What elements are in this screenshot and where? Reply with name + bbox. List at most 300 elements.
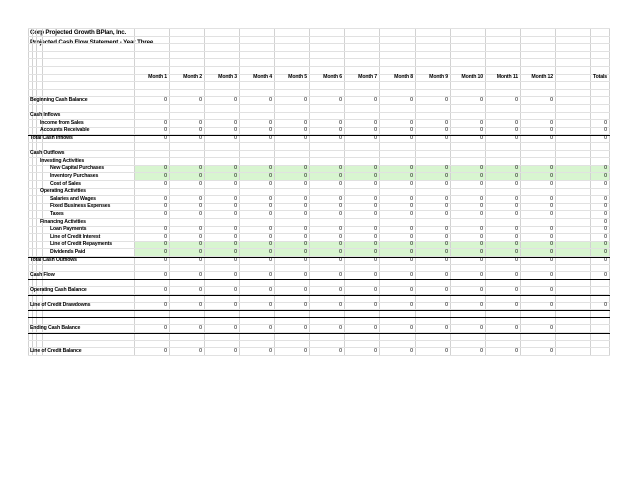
- value-cell: 0: [410, 249, 413, 255]
- value-cell: 0: [304, 97, 307, 103]
- grid-column-line: [609, 28, 610, 355]
- value-cell: 0: [374, 180, 377, 187]
- row-label: Line of Credit Drawdowns: [30, 302, 91, 309]
- value-cell: 0: [480, 241, 483, 248]
- value-cell: 0: [480, 233, 483, 240]
- value-cell: 0: [374, 203, 377, 210]
- value-cell: 0: [234, 119, 237, 126]
- row-label: Dividends Paid: [50, 249, 86, 255]
- value-cell: 0: [410, 226, 413, 233]
- value-cell: 0: [269, 173, 272, 179]
- value-cell: 0: [515, 135, 518, 141]
- column-header: Month 11: [496, 74, 518, 81]
- value-cell: 0: [480, 271, 483, 278]
- column-header: Month 2: [183, 74, 202, 81]
- value-cell: 0: [604, 211, 607, 217]
- value-cell: 0: [199, 256, 202, 263]
- value-cell: 0: [269, 233, 272, 240]
- grid-row-line: [28, 66, 610, 67]
- value-cell: 0: [550, 249, 553, 255]
- value-cell: 0: [445, 203, 448, 210]
- value-cell: 0: [234, 135, 237, 141]
- value-cell: 0: [604, 256, 607, 263]
- value-cell: 0: [269, 241, 272, 248]
- value-cell: 0: [269, 180, 272, 187]
- value-cell: 0: [269, 226, 272, 233]
- value-cell: 0: [374, 287, 377, 293]
- value-cell: 0: [374, 173, 377, 179]
- value-cell: 0: [234, 127, 237, 134]
- row-label: Financing Activities: [40, 218, 86, 225]
- value-cell: 0: [164, 226, 167, 233]
- value-cell: 0: [550, 302, 553, 309]
- row-label: Ending Cash Balance: [30, 325, 81, 331]
- value-cell: 0: [269, 127, 272, 134]
- value-cell: 0: [269, 97, 272, 103]
- value-cell: 0: [374, 256, 377, 263]
- value-cell: 0: [515, 233, 518, 240]
- grid-row-line: [28, 89, 610, 90]
- value-cell: 0: [515, 287, 518, 293]
- row-label: New Capital Purchases: [50, 165, 104, 172]
- value-cell: 0: [550, 256, 553, 263]
- value-cell: 0: [269, 203, 272, 210]
- total-rule: [28, 279, 610, 280]
- grid-row-line: [28, 36, 610, 37]
- value-cell: 0: [269, 165, 272, 172]
- value-cell: 0: [604, 180, 607, 187]
- value-cell: 0: [304, 127, 307, 134]
- grid-row-line: [28, 81, 610, 82]
- value-cell: 0: [199, 135, 202, 141]
- row-label: Operating Activities: [40, 188, 86, 195]
- value-cell: 0: [374, 302, 377, 309]
- value-cell: 0: [480, 302, 483, 309]
- value-cell: 0: [164, 203, 167, 210]
- value-cell: 0: [515, 195, 518, 202]
- value-cell: 0: [410, 173, 413, 179]
- value-cell: 0: [234, 256, 237, 263]
- value-cell: 0: [480, 195, 483, 202]
- value-cell: 0: [550, 325, 553, 331]
- value-cell: 0: [515, 256, 518, 263]
- value-cell: 0: [410, 203, 413, 210]
- value-cell: 0: [304, 203, 307, 210]
- value-cell: 0: [374, 226, 377, 233]
- value-cell: 0: [339, 287, 342, 293]
- value-cell: 0: [445, 127, 448, 134]
- value-cell: 0: [339, 119, 342, 126]
- value-cell: 0: [515, 119, 518, 126]
- value-cell: 0: [234, 325, 237, 331]
- grid-column-line: [28, 28, 29, 355]
- value-cell: 0: [234, 241, 237, 248]
- value-cell: 0: [374, 249, 377, 255]
- value-cell: 0: [550, 173, 553, 179]
- value-cell: 0: [339, 347, 342, 354]
- value-cell: 0: [164, 135, 167, 141]
- row-label: Line of Credit Balance: [30, 347, 82, 354]
- value-cell: 0: [304, 195, 307, 202]
- value-cell: 0: [339, 271, 342, 278]
- value-cell: 0: [515, 203, 518, 210]
- value-cell: 0: [269, 119, 272, 126]
- value-cell: 0: [515, 211, 518, 217]
- value-cell: 0: [480, 249, 483, 255]
- row-label: Accounts Receivable: [40, 127, 90, 134]
- value-cell: 0: [445, 347, 448, 354]
- value-cell: 0: [199, 347, 202, 354]
- value-cell: 0: [604, 241, 607, 248]
- grid-row-line: [28, 28, 610, 29]
- value-cell: 0: [269, 302, 272, 309]
- value-cell: 0: [304, 249, 307, 255]
- row-label: Operating Cash Balance: [30, 287, 87, 293]
- value-cell: 0: [480, 119, 483, 126]
- sheet-title: Corp Projected Growth BPlan, Inc.: [30, 29, 127, 36]
- value-cell: 0: [234, 271, 237, 278]
- value-cell: 0: [234, 347, 237, 354]
- row-label: Line of Credit Interest: [50, 233, 101, 240]
- value-cell: 0: [550, 127, 553, 134]
- value-cell: 0: [480, 256, 483, 263]
- value-cell: 0: [199, 271, 202, 278]
- value-cell: 0: [269, 195, 272, 202]
- value-cell: 0: [550, 195, 553, 202]
- value-cell: 0: [374, 211, 377, 217]
- value-cell: 0: [604, 173, 607, 179]
- value-cell: 0: [445, 325, 448, 331]
- value-cell: 0: [604, 135, 607, 141]
- column-header: Month 10: [461, 74, 483, 81]
- value-cell: 0: [339, 249, 342, 255]
- value-cell: 0: [199, 287, 202, 293]
- value-cell: 0: [164, 97, 167, 103]
- value-cell: 0: [550, 165, 553, 172]
- value-cell: 0: [445, 287, 448, 293]
- value-cell: 0: [480, 226, 483, 233]
- value-cell: 0: [550, 226, 553, 233]
- value-cell: 0: [164, 302, 167, 309]
- value-cell: 0: [604, 271, 607, 278]
- value-cell: 0: [269, 256, 272, 263]
- value-cell: 0: [164, 256, 167, 263]
- value-cell: 0: [234, 165, 237, 172]
- value-cell: 0: [515, 347, 518, 354]
- value-cell: 0: [410, 347, 413, 354]
- value-cell: 0: [410, 127, 413, 134]
- value-cell: 0: [480, 211, 483, 217]
- value-cell: 0: [550, 287, 553, 293]
- value-cell: 0: [410, 119, 413, 126]
- row-label: Cash Inflows: [30, 112, 61, 119]
- value-cell: 0: [410, 302, 413, 309]
- value-cell: 0: [550, 203, 553, 210]
- grid-row-line: [28, 51, 610, 52]
- value-cell: 0: [304, 256, 307, 263]
- total-rule: [28, 310, 610, 311]
- value-cell: 0: [410, 325, 413, 331]
- value-cell: 0: [339, 241, 342, 248]
- value-cell: 0: [339, 180, 342, 187]
- value-cell: 0: [550, 271, 553, 278]
- value-cell: 0: [234, 203, 237, 210]
- column-header: Month 6: [323, 74, 342, 81]
- column-header: Month 5: [288, 74, 307, 81]
- value-cell: 0: [339, 195, 342, 202]
- value-cell: 0: [199, 127, 202, 134]
- value-cell: 0: [445, 165, 448, 172]
- value-cell: 0: [304, 135, 307, 141]
- value-cell: 0: [410, 287, 413, 293]
- value-cell: 0: [339, 127, 342, 134]
- row-label: Fixed Business Expenses: [50, 203, 111, 210]
- value-cell: 0: [374, 97, 377, 103]
- value-cell: 0: [410, 256, 413, 263]
- value-cell: 0: [199, 173, 202, 179]
- row-label: Loan Payments: [50, 226, 87, 233]
- value-cell: 0: [445, 195, 448, 202]
- value-cell: 0: [480, 165, 483, 172]
- value-cell: 0: [304, 173, 307, 179]
- value-cell: 0: [304, 180, 307, 187]
- total-rule: [28, 317, 610, 318]
- value-cell: 0: [410, 180, 413, 187]
- value-cell: 0: [604, 233, 607, 240]
- grid-row-line: [28, 188, 610, 189]
- grid-row-line: [28, 43, 610, 44]
- value-cell: 0: [234, 97, 237, 103]
- value-cell: 0: [604, 127, 607, 134]
- row-label: Cost of Sales: [50, 180, 81, 187]
- value-cell: 0: [604, 302, 607, 309]
- value-cell: 0: [164, 325, 167, 331]
- grid-row-line: [28, 157, 610, 158]
- value-cell: 0: [199, 97, 202, 103]
- value-cell: 0: [445, 97, 448, 103]
- value-cell: 0: [199, 203, 202, 210]
- value-cell: 0: [234, 211, 237, 217]
- value-cell: 0: [445, 211, 448, 217]
- value-cell: 0: [410, 165, 413, 172]
- column-header: Month 4: [253, 74, 272, 81]
- value-cell: 0: [604, 165, 607, 172]
- grid-row-line: [28, 218, 610, 219]
- value-cell: 0: [164, 211, 167, 217]
- value-cell: 0: [339, 256, 342, 263]
- value-cell: 0: [515, 173, 518, 179]
- value-cell: 0: [410, 97, 413, 103]
- value-cell: 0: [480, 347, 483, 354]
- value-cell: 0: [550, 211, 553, 217]
- value-cell: 0: [480, 180, 483, 187]
- value-cell: 0: [480, 203, 483, 210]
- value-cell: 0: [515, 325, 518, 331]
- value-cell: 0: [445, 119, 448, 126]
- value-cell: 0: [234, 287, 237, 293]
- column-header: Totals: [593, 74, 607, 81]
- value-cell: 0: [515, 165, 518, 172]
- value-cell: 0: [410, 233, 413, 240]
- value-cell: 0: [445, 302, 448, 309]
- value-cell: 0: [234, 233, 237, 240]
- value-cell: 0: [199, 211, 202, 217]
- value-cell: 0: [480, 97, 483, 103]
- value-cell: 0: [269, 287, 272, 293]
- value-cell: 0: [515, 226, 518, 233]
- value-cell: 0: [339, 173, 342, 179]
- value-cell: 0: [269, 347, 272, 354]
- value-cell: 0: [164, 173, 167, 179]
- grid-row-line: [28, 142, 610, 143]
- value-cell: 0: [604, 226, 607, 233]
- sheet-subtitle: Projected Cash Flow Statement - Year Three: [30, 39, 154, 46]
- value-cell: 0: [199, 302, 202, 309]
- value-cell: 0: [339, 325, 342, 331]
- value-cell: 0: [304, 119, 307, 126]
- value-cell: 0: [164, 347, 167, 354]
- value-cell: 0: [480, 135, 483, 141]
- value-cell: 0: [199, 165, 202, 172]
- value-cell: 0: [374, 347, 377, 354]
- value-cell: 0: [480, 325, 483, 331]
- value-cell: 0: [164, 249, 167, 255]
- value-cell: 0: [234, 195, 237, 202]
- row-label: Line of Credit Repayments: [50, 241, 112, 248]
- value-cell: 0: [199, 233, 202, 240]
- value-cell: 0: [480, 127, 483, 134]
- value-cell: 0: [374, 127, 377, 134]
- value-cell: 0: [550, 347, 553, 354]
- column-header: Month 3: [218, 74, 237, 81]
- value-cell: 0: [604, 203, 607, 210]
- value-cell: 0: [304, 287, 307, 293]
- value-cell: 0: [339, 226, 342, 233]
- value-cell: 0: [339, 203, 342, 210]
- value-cell: 0: [199, 241, 202, 248]
- value-cell: 0: [164, 241, 167, 248]
- grid-row-line: [28, 340, 610, 341]
- value-cell: 0: [304, 211, 307, 217]
- value-cell: 0: [234, 249, 237, 255]
- grid-row-line: [28, 150, 610, 151]
- value-cell: 0: [515, 180, 518, 187]
- value-cell: 0: [339, 97, 342, 103]
- value-cell: 0: [304, 165, 307, 172]
- value-cell: 0: [374, 241, 377, 248]
- value-cell: 0: [269, 249, 272, 255]
- value-cell: 0: [445, 180, 448, 187]
- value-cell: 0: [480, 287, 483, 293]
- value-cell: 0: [269, 135, 272, 141]
- value-cell: 0: [304, 233, 307, 240]
- column-header: Month 8: [394, 74, 413, 81]
- value-cell: 0: [304, 347, 307, 354]
- value-cell: 0: [604, 218, 607, 225]
- value-cell: 0: [339, 135, 342, 141]
- row-label: Total Cash Inflows: [30, 135, 73, 141]
- row-label: Investing Activities: [40, 157, 85, 164]
- value-cell: 0: [604, 195, 607, 202]
- value-cell: 0: [410, 241, 413, 248]
- value-cell: 0: [515, 249, 518, 255]
- value-cell: 0: [199, 249, 202, 255]
- value-cell: 0: [374, 119, 377, 126]
- value-cell: 0: [374, 233, 377, 240]
- grid-row-line: [28, 264, 610, 265]
- value-cell: 0: [374, 325, 377, 331]
- row-label: Beginning Cash Balance: [30, 97, 88, 103]
- value-cell: 0: [550, 97, 553, 103]
- value-cell: 0: [515, 271, 518, 278]
- value-cell: 0: [339, 165, 342, 172]
- value-cell: 0: [604, 249, 607, 255]
- value-cell: 0: [269, 271, 272, 278]
- grid-row-line: [28, 112, 610, 113]
- value-cell: 0: [480, 173, 483, 179]
- value-cell: 0: [550, 119, 553, 126]
- value-cell: 0: [164, 233, 167, 240]
- value-cell: 0: [304, 271, 307, 278]
- grid-row-line: [28, 355, 610, 356]
- row-label: Taxes: [50, 211, 64, 217]
- value-cell: 0: [550, 180, 553, 187]
- value-cell: 0: [374, 271, 377, 278]
- column-header: Month 1: [148, 74, 167, 81]
- value-cell: 0: [339, 302, 342, 309]
- value-cell: 0: [269, 325, 272, 331]
- column-header: Month 9: [429, 74, 448, 81]
- value-cell: 0: [304, 302, 307, 309]
- value-cell: 0: [374, 195, 377, 202]
- value-cell: 0: [604, 119, 607, 126]
- value-cell: 0: [339, 211, 342, 217]
- row-label: Income from Sales: [40, 119, 84, 126]
- value-cell: 0: [445, 271, 448, 278]
- value-cell: 0: [550, 233, 553, 240]
- value-cell: 0: [445, 233, 448, 240]
- value-cell: 0: [164, 119, 167, 126]
- row-label: Salaries and Wages: [50, 195, 96, 202]
- value-cell: 0: [374, 165, 377, 172]
- total-rule: [28, 333, 610, 334]
- value-cell: 0: [164, 180, 167, 187]
- column-header: Month 12: [531, 74, 553, 81]
- value-cell: 0: [410, 135, 413, 141]
- value-cell: 0: [234, 226, 237, 233]
- value-cell: 0: [304, 226, 307, 233]
- value-cell: 0: [164, 287, 167, 293]
- value-cell: 0: [515, 127, 518, 134]
- value-cell: 0: [410, 195, 413, 202]
- value-cell: 0: [199, 325, 202, 331]
- value-cell: 0: [199, 226, 202, 233]
- total-rule: [28, 295, 610, 296]
- grid-row-line: [28, 58, 610, 59]
- value-cell: 0: [515, 97, 518, 103]
- value-cell: 0: [410, 271, 413, 278]
- value-cell: 0: [269, 211, 272, 217]
- value-cell: 0: [445, 249, 448, 255]
- value-cell: 0: [304, 325, 307, 331]
- row-label: Total Cash Outflows: [30, 256, 77, 263]
- value-cell: 0: [445, 226, 448, 233]
- value-cell: 0: [515, 302, 518, 309]
- value-cell: 0: [164, 127, 167, 134]
- value-cell: 0: [374, 135, 377, 141]
- value-cell: 0: [515, 241, 518, 248]
- column-header: Month 7: [358, 74, 377, 81]
